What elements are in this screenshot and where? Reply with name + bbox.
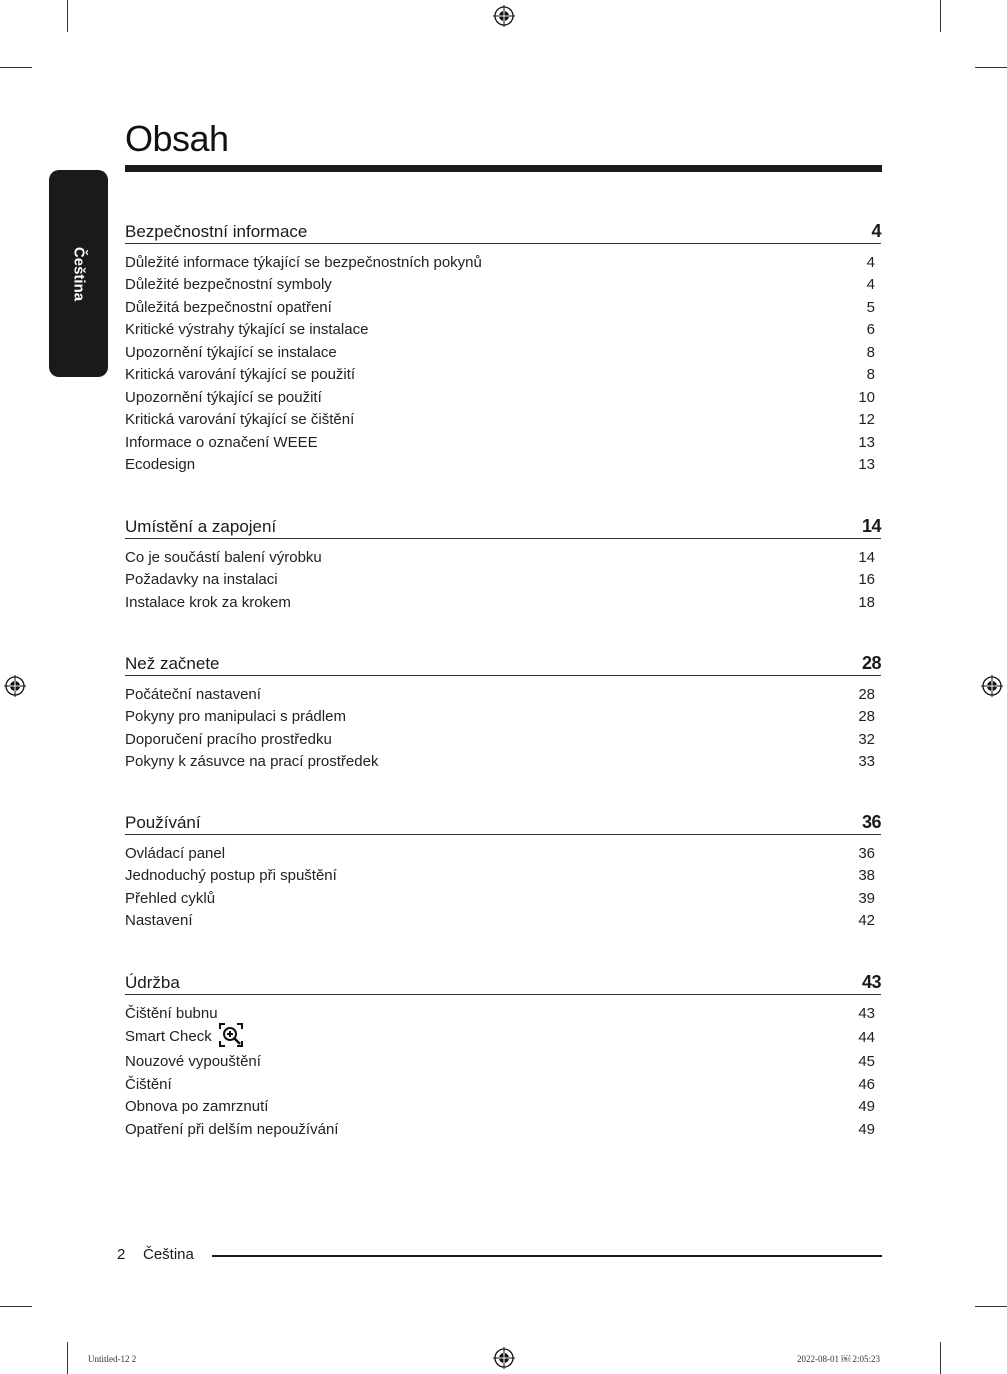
- toc-entry[interactable]: [125, 591, 881, 614]
- language-side-tab-label: Čeština: [70, 246, 87, 301]
- toc-entry-label: Obnova po zamrznutí: [125, 1098, 269, 1116]
- toc-entry[interactable]: [125, 319, 881, 342]
- toc-entry-label: Požadavky na instalaci: [125, 571, 278, 589]
- toc-entry[interactable]: [125, 431, 881, 454]
- toc-entry[interactable]: [125, 887, 881, 910]
- registration-mark-icon: [4, 675, 26, 697]
- toc-entry-page: 38: [858, 867, 875, 885]
- crop-mark: [975, 1306, 1007, 1307]
- toc-entry-page: 42: [858, 912, 875, 930]
- toc-entry-label: Ovládací panel: [125, 844, 226, 862]
- toc-entry[interactable]: [125, 454, 881, 477]
- toc-entry[interactable]: [125, 683, 881, 706]
- toc-entry[interactable]: [125, 251, 881, 274]
- toc-entry-label: Jednoduchý postup při spuštění: [125, 867, 337, 885]
- toc-entry-page: 18: [858, 593, 875, 611]
- toc-section-before-start: [125, 651, 881, 773]
- toc-entry[interactable]: [125, 728, 881, 751]
- toc-entry-page: 13: [858, 456, 875, 474]
- toc-entry-label: Pokyny k zásuvce na prací prostředek: [125, 753, 379, 771]
- toc-entry-label: Doporučení pracího prostředku: [125, 730, 332, 748]
- section-page: 28: [861, 653, 881, 673]
- toc-entry[interactable]: [125, 1051, 881, 1074]
- toc-entry-label: Kritické výstrahy týkající se instalace: [125, 321, 369, 339]
- toc-entry-label: Důležitá bezpečnostní opatření: [125, 298, 332, 316]
- toc-entry[interactable]: [125, 842, 881, 865]
- crop-mark: [0, 67, 32, 68]
- page-title: Obsah: [125, 118, 229, 159]
- section-heading[interactable]: [125, 970, 881, 995]
- toc-entry-page: 8: [866, 366, 875, 384]
- smart-check-icon: [219, 1023, 243, 1047]
- toc-entry[interactable]: [125, 1002, 881, 1025]
- section-title: Údržba: [125, 973, 180, 992]
- toc-entry-page: 36: [858, 844, 875, 862]
- toc-entry-label: Počáteční nastavení: [125, 685, 261, 703]
- toc-entry-page: 6: [866, 321, 875, 339]
- language-side-tab: [49, 170, 108, 377]
- toc-entry-page: 44: [858, 1029, 875, 1046]
- toc-entry-page: 49: [858, 1120, 875, 1138]
- print-slug-timestamp: 2022-08-01 ￼ 2:05:23: [797, 1354, 880, 1364]
- section-page: 14: [861, 516, 881, 536]
- section-heading[interactable]: [125, 514, 881, 539]
- toc-entry[interactable]: [125, 296, 881, 319]
- registration-mark-icon: [981, 675, 1003, 697]
- toc-entry-label: Upozornění týkající se instalace: [125, 343, 337, 361]
- toc-entry-page: 4: [866, 253, 875, 271]
- toc-entry[interactable]: [125, 546, 881, 569]
- footer-language: Čeština: [143, 1246, 194, 1263]
- toc-entry-label: Nastavení: [125, 912, 193, 930]
- toc-entry-page: 33: [858, 753, 875, 771]
- footer-page-number: 2: [117, 1246, 126, 1263]
- toc-section-safety: [125, 219, 881, 476]
- toc-entry-label: Kritická varování týkající se čištění: [125, 411, 355, 429]
- section-heading[interactable]: [125, 219, 881, 244]
- toc-entry-page: 28: [858, 685, 875, 703]
- toc-entry[interactable]: [125, 1073, 881, 1096]
- registration-mark-icon: [493, 5, 515, 27]
- section-title: Bezpečnostní informace: [125, 222, 308, 241]
- toc-entry-label: Opatření při delším nepoužívání: [125, 1120, 339, 1138]
- crop-mark: [975, 67, 1007, 68]
- toc-entry[interactable]: [125, 409, 881, 432]
- toc-entry-page: 16: [858, 571, 875, 589]
- toc-entry-page: 8: [866, 343, 875, 361]
- toc-entry[interactable]: [125, 341, 881, 364]
- title-rule: [125, 165, 882, 172]
- toc-entry-page: 14: [858, 548, 875, 566]
- section-heading[interactable]: [125, 810, 881, 835]
- crop-mark: [67, 1342, 68, 1374]
- toc-entry[interactable]: [125, 706, 881, 729]
- toc-entry-label: Instalace krok za krokem: [125, 593, 291, 611]
- crop-mark: [940, 0, 941, 32]
- footer-rule: [212, 1255, 882, 1257]
- section-title: Používání: [125, 813, 201, 832]
- toc-entry-label: Přehled cyklů: [125, 889, 216, 907]
- toc-entry-label: Co je součástí balení výrobku: [125, 548, 322, 566]
- toc-entry-page: 13: [858, 433, 875, 451]
- toc-entry-label: Čištění bubnu: [125, 1004, 218, 1022]
- toc-entry[interactable]: [125, 1096, 881, 1119]
- toc-entry-label: Ecodesign: [125, 456, 196, 474]
- toc-entry-page: 5: [866, 298, 875, 316]
- section-heading[interactable]: [125, 651, 881, 676]
- toc-entry[interactable]: [125, 569, 881, 592]
- toc-section-installation: [125, 514, 881, 614]
- section-page: 43: [861, 972, 881, 992]
- toc-entry-label: Kritická varování týkající se použití: [125, 366, 356, 384]
- toc-entry-page: 4: [866, 276, 875, 294]
- crop-mark: [0, 1306, 32, 1307]
- toc-entry[interactable]: [125, 274, 881, 297]
- toc-entry-page: 43: [858, 1004, 875, 1022]
- toc-entry-label: Nouzové vypouštění: [125, 1053, 261, 1071]
- toc-entry[interactable]: [125, 910, 881, 933]
- section-title: Než začnete: [125, 654, 220, 673]
- registration-mark-icon: [493, 1347, 515, 1369]
- toc-entry-label: Důležité bezpečnostní symboly: [125, 276, 332, 294]
- toc-entry-label: Čištění: [125, 1075, 172, 1093]
- toc-entry-page: 49: [858, 1098, 875, 1116]
- toc-entry-page: 10: [858, 388, 875, 406]
- toc-entry-label: Pokyny pro manipulaci s prádlem: [125, 708, 346, 726]
- toc-entry-page: 46: [858, 1075, 875, 1093]
- toc-entry-page: 12: [858, 411, 875, 429]
- section-page: 36: [861, 812, 881, 832]
- crop-mark: [940, 1342, 941, 1374]
- toc-entry[interactable]: [125, 1025, 881, 1051]
- toc-section-usage: [125, 810, 881, 932]
- toc-section-maintenance: [125, 970, 881, 1141]
- print-slug-file: Untitled-12 2: [88, 1354, 137, 1364]
- section-page: 4: [871, 221, 881, 241]
- toc-entry[interactable]: [125, 751, 881, 774]
- toc-entry-page: 39: [858, 889, 875, 907]
- toc-entry-page: 28: [858, 708, 875, 726]
- section-title: Umístění a zapojení: [125, 517, 277, 536]
- toc-entry-label: Informace o označení WEEE: [125, 433, 318, 451]
- toc-entry-label: Upozornění týkající se použití: [125, 388, 322, 406]
- toc-entry[interactable]: [125, 1118, 881, 1141]
- toc-entry[interactable]: [125, 386, 881, 409]
- toc-entry[interactable]: [125, 865, 881, 888]
- toc-entry[interactable]: [125, 364, 881, 387]
- toc-entry-label: Důležité informace týkající se bezpečnostních pokynů: [125, 253, 482, 271]
- crop-mark: [67, 0, 68, 32]
- toc-entry-label: Smart Check: [125, 1028, 212, 1046]
- toc-entry-page: 45: [858, 1053, 875, 1071]
- toc-entry-page: 32: [858, 730, 875, 748]
